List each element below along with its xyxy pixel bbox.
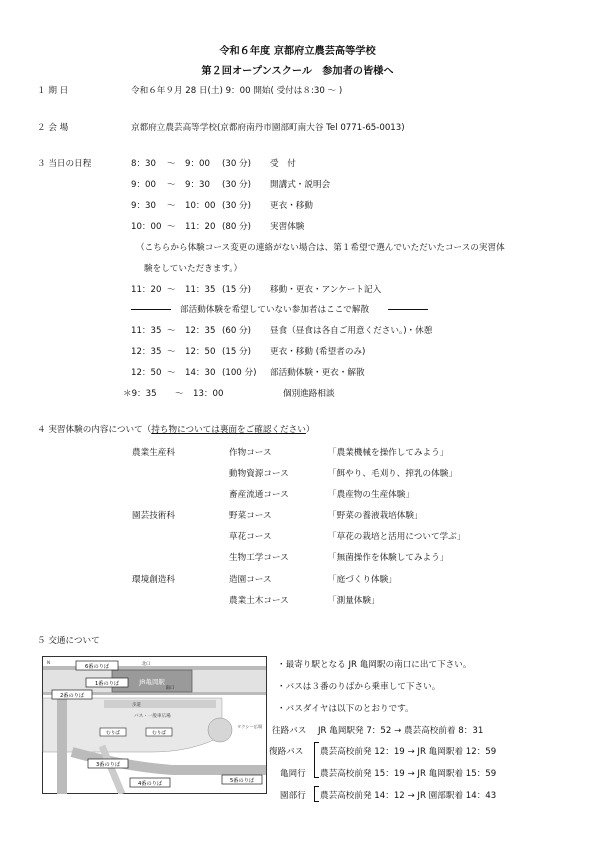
svg-text:むりば: むりば [152,731,166,736]
page-subtitle: 第２回オープンスクール 参加者の皆様へ [201,66,394,77]
kameoka-route-2: 農芸高校前発 15：19 → JR 亀岡駅着 15：59 [320,769,497,779]
course-change-note: （こちらから体験コース変更の連絡がない場合は、第１希望で選んでいただいたコースの実習体 [136,243,505,253]
svg-text:6番のりば: 6番のりば [84,664,110,670]
north-marker: N [47,660,51,665]
bullet-bus-stop: ・バスは３番のりばから乗車して下さい。 [277,682,441,692]
section-5-label: ５ 交通について [37,636,100,646]
section-1-label: １ 期 日 [37,86,69,96]
walkway-label: 歩道 [132,703,141,708]
stop-5 [222,775,262,784]
divider-rule-left [131,309,171,310]
bullet-schedule: ・バスダイヤは以下のとおりです。 [277,704,414,714]
kameoka-bracket [314,742,319,778]
south-exit-label: 南口 [165,686,175,691]
cloister-left [100,728,126,736]
stop-6 [76,661,118,670]
kameoka-route-1: 農芸高校前発 12：19 → JR 亀岡駅着 12：59 [320,747,497,757]
return-label: 復路バス [269,747,304,757]
stop-2 [52,690,92,699]
station-map [42,656,267,797]
bullet-exit: ・最寄り駅となる JR 亀岡駅の南口に出て下さい。 [277,660,472,670]
svg-text:4番のりば: 4番のりば [137,781,163,787]
stop-3 [88,759,128,768]
svg-text:2番のりば: 2番のりば [59,693,85,699]
svg-text:5番のりば: 5番のりば [229,778,255,784]
section-4-heading: ４ 実習体験の内容について（持ち物については裏面をご確認ください） [37,425,315,435]
belongings-note: 持ち物については裏面をご確認ください [151,425,306,435]
svg-text:1番のりば: 1番のりば [94,681,120,687]
svg-text:3番のりば: 3番のりば [95,762,121,768]
outbound-label: 往路バス [272,726,307,736]
outbound-route: JR 亀岡駅発 7：52 → 農芸高校前着 8：31 [318,726,484,736]
sonobe-route: 農芸高校前発 14：12 → JR 園部駅着 14：43 [320,791,497,801]
sonobe-bracket [314,786,319,802]
course-change-note-cont: 験をしていただきます。） [144,264,243,274]
kameoka-label: 亀岡行 [280,769,306,779]
page-title: 令和６年度 京都府立農芸高等学校 [219,46,376,57]
section-2-label: ２ 会 場 [37,123,69,133]
section-2-venue: 京都府立農芸高等学校(京都府南丹市園部町南大谷 Tel 0771-65-0013) [131,123,405,133]
divider-rule-right [388,309,428,310]
sonobe-label: 園部行 [280,791,306,801]
section-1-date: 令和６年９月 28 日(土) 9：00 開始( 受付は８:30 ～ ) [131,86,343,96]
north-exit-label: 北口 [141,662,151,667]
station-name: JR亀岡駅 [139,678,165,686]
taxi-label: タクシー広場 [237,724,263,729]
dismissal-note: 部活動体験を希望していない参加者はここで解散 [180,305,370,315]
section-3-label: ３ 当日の日程 [37,159,92,169]
stop-4 [130,778,170,787]
stop-1 [86,678,128,687]
bus-plaza-label: バス・一般車広場 [134,714,171,719]
cloister-right [146,728,172,736]
svg-text:むりば: むりば [106,731,120,736]
